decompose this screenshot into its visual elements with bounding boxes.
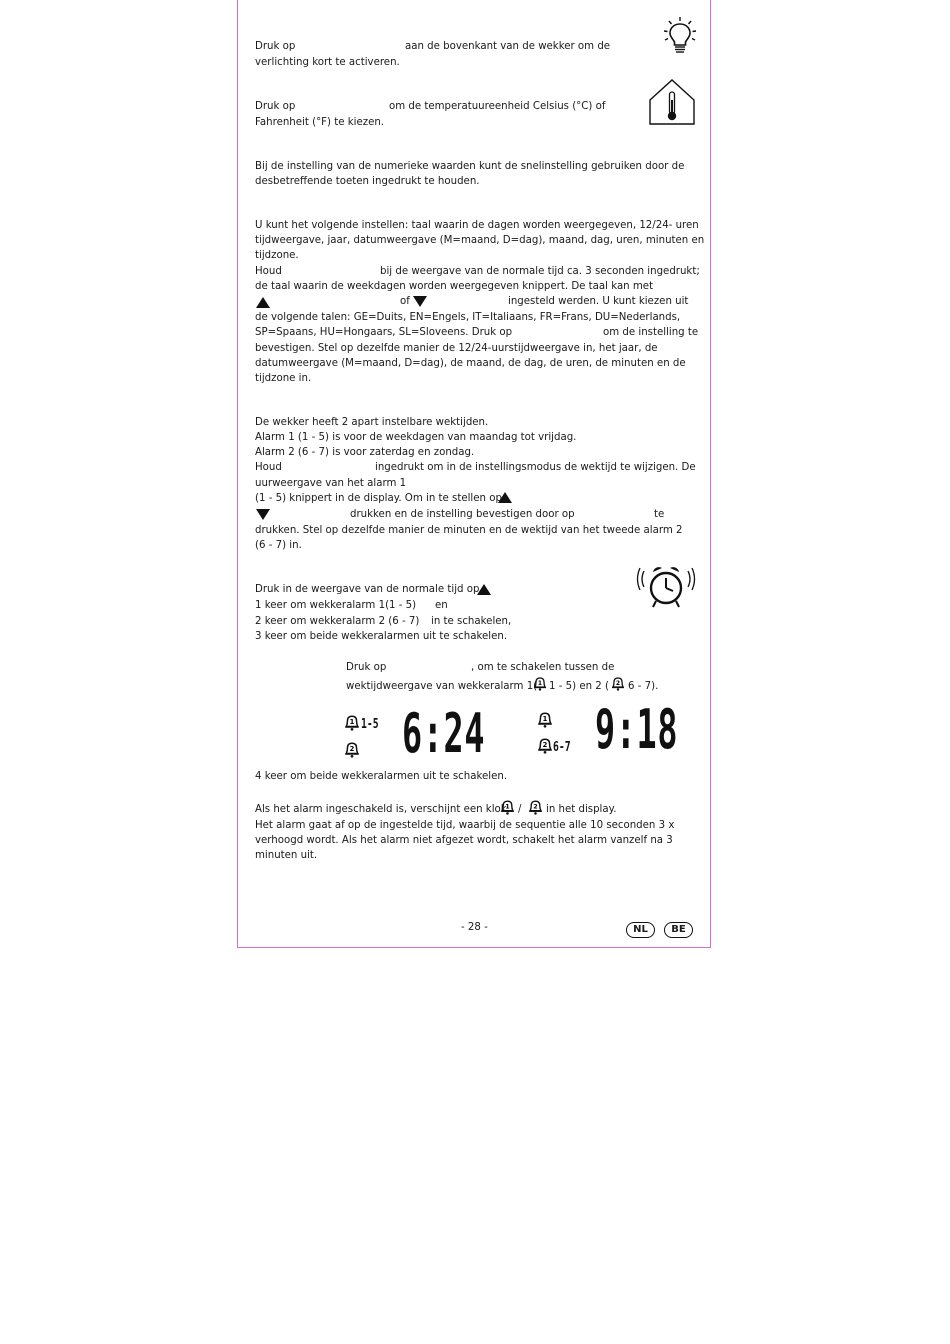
toggle-line2-b: en (435, 600, 448, 611)
lcd-right-range: 6-7 (553, 740, 571, 755)
alarmset-line7-a: drukken en de instelling bevestigen door op (350, 509, 575, 520)
badge-nl: NL (626, 922, 655, 938)
switch-line2-a: wektijdweergave van wekkeralarm 1( (346, 681, 538, 692)
bell-alarm1-icon (533, 676, 547, 691)
toggle-line1: Druk in de weergave van de normale tijd op (255, 584, 480, 595)
alarmset-line5: uurweergave van het alarm 1 (255, 478, 407, 489)
alarmon-line1-sep: / (518, 804, 522, 815)
svg-text:2: 2 (533, 802, 538, 811)
lcd-right-time: 9:18 (595, 698, 679, 761)
settings-line7: de volgende talen: GE=Duits, EN=Engels, IT=Italiaans, FR=Frans, DU=Nederlands, (255, 312, 681, 323)
svg-text:1: 1 (505, 802, 510, 811)
settings-line8-b: om de instelling te (603, 327, 699, 338)
alarmon-line1-b: in het display. (546, 804, 617, 815)
arrow-up-icon (477, 584, 491, 595)
settings-line1: U kunt het volgende instellen: taal waarin de dagen worden weergegeven, 12/24- uren (255, 220, 699, 231)
svg-text:2: 2 (542, 741, 548, 750)
settings-line5: de taal waarin de weekdagen worden weergegeven knippert. De taal kan met (255, 281, 654, 292)
svg-text:1: 1 (349, 718, 355, 727)
settings-line6-b: ingesteld werden. U kunt kiezen uit (508, 296, 689, 307)
light-text-line2: verlichting kort te activeren. (255, 57, 400, 68)
light-text-b: aan de bovenkant van de wekker om de (405, 41, 611, 52)
quickset-line1: Bij de instelling van de numerieke waarden kunt de snelinstelling gebruiken door de (255, 161, 685, 172)
temp-text-line2: Fahrenheit (°F) te kiezen. (255, 117, 385, 128)
svg-text:2: 2 (615, 680, 621, 687)
arrow-down-icon (413, 296, 427, 307)
toggle-line2-a: 1 keer om wekkeralarm 1(1 - 5) (255, 600, 417, 611)
light-text-a: Druk op (255, 41, 296, 52)
alarmset-line4-a: Houd (255, 462, 282, 473)
alarmset-line4-b: ingedrukt om in de instellingsmodus de wektijd te wijzigen. De (375, 462, 696, 473)
alarmon-line3: verhoogd wordt. Als het alarm niet afgezet wordt, schakelt het alarm vanzelf na 3 (255, 835, 673, 846)
lightbulb-icon (662, 16, 698, 56)
alarmon-line4: minuten uit. (255, 850, 318, 861)
alarmset-line6: (1 - 5) knippert in de display. Om in te stellen op (255, 493, 502, 504)
svg-text:1: 1 (542, 715, 548, 724)
lcd-left-time: 6:24 (402, 702, 486, 765)
bell-alarm2-icon (528, 799, 543, 815)
switch-line1-a: Druk op (346, 662, 387, 673)
svg-text:2: 2 (349, 745, 355, 754)
bell-alarm1-icon (537, 711, 553, 728)
thermometer-house-icon (648, 78, 696, 126)
badge-be: BE (664, 922, 693, 938)
bell-alarm2-icon (611, 676, 625, 691)
toggle-line4: 3 keer om beide wekkeralarmen uit te schakelen. (255, 631, 508, 642)
arrow-up-icon (498, 492, 512, 503)
settings-line10: datumweergave (M=maand, D=dag), de maand, de dag, de uren, de minuten en de (255, 358, 686, 369)
temp-text-a: Druk op (255, 101, 296, 112)
alarmset-line3: Alarm 2 (6 - 7) is voor zaterdag en zondag. (255, 447, 475, 458)
alarm-clock-icon (636, 561, 696, 611)
alarmset-line7-b: te (654, 509, 665, 520)
alarmset-line1: De wekker heeft 2 apart instelbare wektijden. (255, 417, 489, 428)
alarmon-line1-a: Als het alarm ingeschakeld is, verschijnt een klok (255, 804, 507, 815)
alarmon-line2: Het alarm gaat af op de ingestelde tijd, waarbij de sequentie alle 10 seconden 3 x (255, 820, 675, 831)
settings-line6-a: of (400, 296, 410, 307)
settings-line3: tijdzone. (255, 250, 299, 261)
bell-alarm1-icon (344, 714, 360, 731)
alarmset-line9: (6 - 7) in. (255, 540, 302, 551)
temp-text-b: om de temperatuureenheid Celsius (°C) of (389, 101, 606, 112)
switch-line2-b: 1 - 5) en 2 ( (549, 681, 609, 692)
lcd-left-range: 1-5 (361, 717, 379, 732)
arrow-up-icon (256, 297, 270, 308)
settings-line4-b: bij de weergave van de normale tijd ca. 3 seconden ingedrukt; (380, 266, 700, 277)
switch-line1-b: , om te schakelen tussen de (471, 662, 615, 673)
bell-alarm1-icon (500, 799, 515, 815)
toggle-line3-b: in te schakelen, (431, 616, 512, 627)
toggle-line3-a: 2 keer om wekkeralarm 2 (6 - 7) (255, 616, 420, 627)
switch-line2-c: 6 - 7). (628, 681, 659, 692)
arrow-down-icon (256, 509, 270, 520)
settings-line9: bevestigen. Stel op dezelfde manier de 12/24-uurstijdweergave in, het jaar, de (255, 343, 658, 354)
after-lcd-line1: 4 keer om beide wekkeralarmen uit te schakelen. (255, 771, 508, 782)
alarmset-line8: drukken. Stel op dezelfde manier de minuten en de wektijd van het tweede alarm 2 (255, 525, 683, 536)
settings-line4-a: Houd (255, 266, 282, 277)
settings-line11: tijdzone in. (255, 373, 312, 384)
alarmset-line2: Alarm 1 (1 - 5) is voor de weekdagen van maandag tot vrijdag. (255, 432, 577, 443)
bell-alarm2-icon (537, 737, 553, 754)
svg-text:1: 1 (537, 680, 543, 687)
page-number: - 28 - (461, 922, 488, 933)
settings-line8-a: SP=Spaans, HU=Hongaars, SL=Sloveens. Druk op (255, 327, 513, 338)
quickset-line2: desbetreffende toeten ingedrukt te houden. (255, 176, 480, 187)
settings-line2: tijdweergave, jaar, datumweergave (M=maand, D=dag), maand, dag, uren, minuten en (255, 235, 705, 246)
bell-alarm2-icon (344, 741, 360, 758)
